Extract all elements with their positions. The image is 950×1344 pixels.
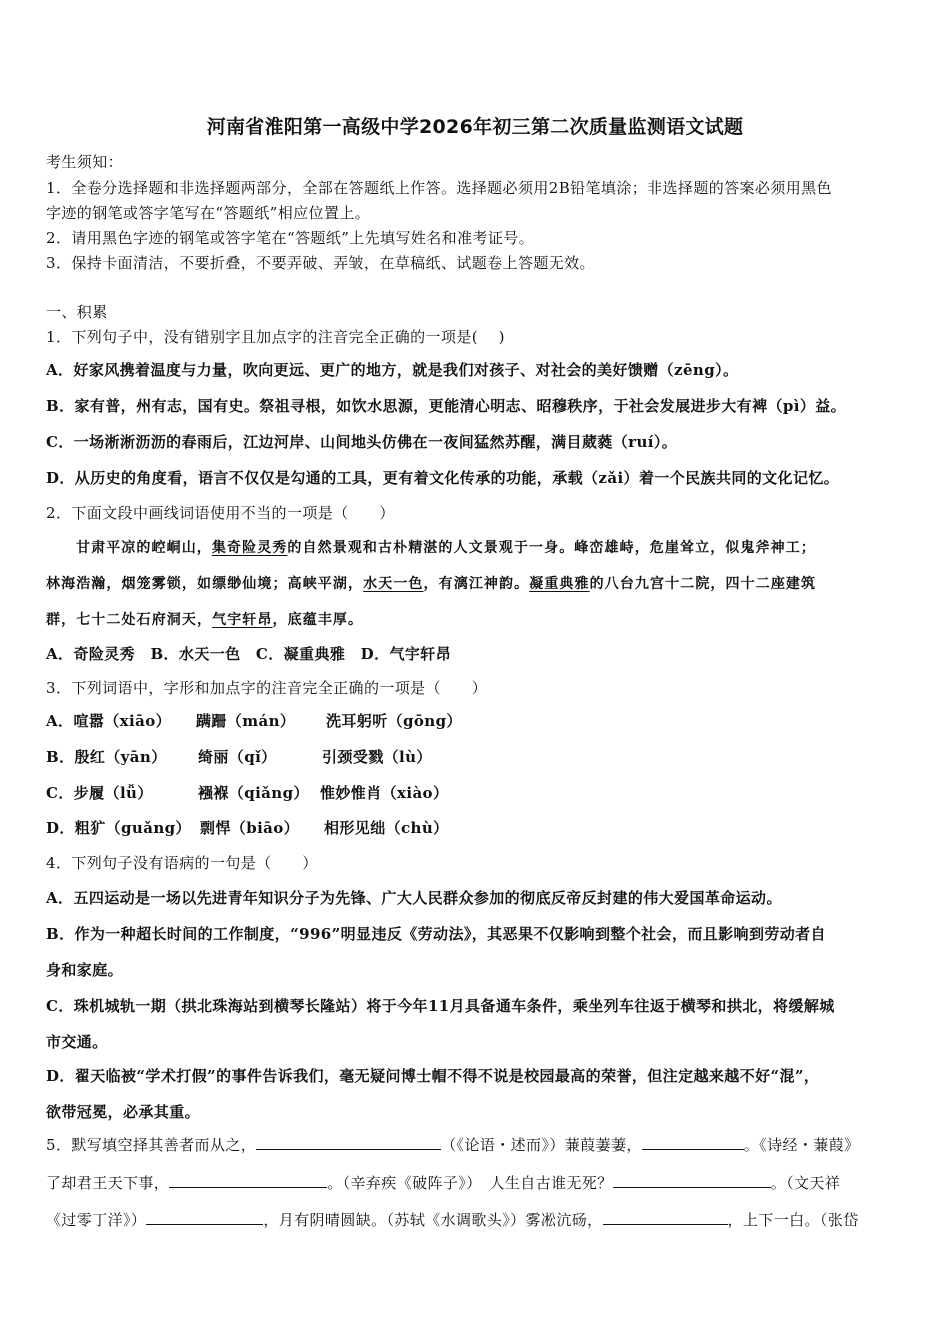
q5-text: 。（辛弃疾《破阵子》） 人生自古谁无死？ <box>327 1174 613 1192</box>
q3-a-word-1: A．喧嚣（xiāo） <box>46 712 172 730</box>
q3-c-word-3: 惟妙惟肖（xiào） <box>320 784 449 802</box>
q4-option-d-line-1: D．翟天临被“学术打假”的事件告诉我们，毫无疑问博士帽不得不说是校园最高的荣誉，但注定越来越不好“混”， <box>46 1067 820 1085</box>
q4-stem: 4．下列句子没有语病的一句是（ ） <box>46 854 318 872</box>
q5-text: 《过零丁洋》） <box>46 1211 147 1229</box>
q2-text: 甘肃平凉的崆峒山， <box>76 540 212 556</box>
q3-b-word-2: 绮丽（qǐ） <box>198 748 277 766</box>
q5-blank-1[interactable] <box>256 1135 441 1150</box>
q5-text: （《论语・述而》）蒹葭萋萋， <box>441 1136 642 1154</box>
q5-blank-6[interactable] <box>603 1210 728 1225</box>
q4-option-c-line-2: 市交通。 <box>46 1033 108 1051</box>
q4-option-d-line-2: 欲带冠冕，必承其重。 <box>46 1103 201 1121</box>
q1-stem: 1．下列句子中，没有错别字且加点字的注音完全正确的一项是( ) <box>46 328 505 346</box>
notice-item-2: 2．请用黑色字迹的钢笔或答字笔在“答题纸”上先填写姓名和准考证号。 <box>46 229 535 247</box>
q5-text: 了却君王天下事， <box>46 1174 170 1192</box>
q2-text: ，底蕴丰厚。 <box>272 612 364 628</box>
q5-text: 。《诗经・蒹葭》 <box>743 1136 860 1154</box>
q1-option-a: A．好家风携着温度与力量，吹向更远、更广的地方，就是我们对孩子、对社会的美好馈赠（zēng）。 <box>46 361 739 379</box>
q3-option-a <box>46 711 906 731</box>
q2-underlined-phrase-b: 水天一色 <box>363 576 424 592</box>
q2-stem: 2．下面文段中画线词语使用不当的一项是（ ） <box>46 504 395 522</box>
q2-text: 的八台九宫十二院，四十二座建筑 <box>589 576 817 592</box>
q1-option-d: D．从历史的角度看，语言不仅仅是勾通的工具，更有着文化传承的功能，承载（zǎi）着一个民族共同的文化记忆。 <box>46 469 840 487</box>
q5-line-2 <box>46 1173 906 1193</box>
q4-option-b-line-2: 身和家庭。 <box>46 961 124 979</box>
q2-text: 群，七十二处石府洞天， <box>46 612 213 628</box>
q3-d-word-1: D．粗犷（guǎng） <box>46 819 191 837</box>
q2-options: A．奇险灵秀 B．水天一色 C．凝重典雅 D．气宇轩昂 <box>46 645 452 663</box>
notice-item-1-line-2: 字迹的钢笔或答字笔写在“答题纸”相应位置上。 <box>46 204 371 222</box>
q5-blank-3[interactable] <box>169 1173 327 1188</box>
q3-d-word-3: 相形见绌（chù） <box>324 819 449 837</box>
q5-blank-5[interactable] <box>146 1210 263 1225</box>
q2-passage-line-1 <box>46 538 906 558</box>
notice-heading: 考生须知： <box>46 153 124 171</box>
q5-line-3 <box>46 1210 906 1230</box>
q3-a-word-3: 洗耳躬听（gōng） <box>326 712 462 730</box>
q3-option-b <box>46 747 906 767</box>
q1-option-c: C．一场淅淅沥沥的春雨后，江边河岸、山间地头仿佛在一夜间猛然苏醒，满目葳蕤（ruí）。 <box>46 433 678 451</box>
q5-text: ，月有阴晴圆缺。（苏轼《水调歌头》）雾凇沆砀， <box>263 1211 603 1229</box>
q2-text: 的自然景观和古朴精湛的人文景观于一身。峰峦雄峙，危崖耸立，似鬼斧神工； <box>287 540 816 556</box>
q5-text: 。（文天祥 <box>770 1174 841 1192</box>
section-heading: 一、积累 <box>46 303 108 321</box>
q5-line-1 <box>46 1135 906 1155</box>
q3-d-word-2: 剽悍（biāo） <box>200 819 300 837</box>
q2-text: ，有漓江神韵。 <box>423 576 530 592</box>
q3-stem: 3．下列词语中，字形和加点字的注音完全正确的一项是（ ） <box>46 679 488 697</box>
q5-blank-2[interactable] <box>642 1135 744 1150</box>
exam-title: 河南省淮阳第一高级中学2026年初三第二次质量监测语文试题 <box>206 116 744 138</box>
q3-b-word-1: B．殷红（yān） <box>46 748 167 766</box>
q3-option-d <box>46 818 906 838</box>
q3-b-word-3: 引颈受戮（lù） <box>322 748 432 766</box>
q4-option-c-line-1: C．珠机城轨一期（拱北珠海站到横琴长隆站）将于今年11月具备通车条件，乘坐列车往返于横琴和拱北，将缓解城 <box>46 997 835 1015</box>
notice-item-3: 3．保持卡面清洁，不要折叠，不要弄破、弄皱，在草稿纸、试题卷上答题无效。 <box>46 254 595 272</box>
q3-c-word-1: C．步履（lǚ） <box>46 784 153 802</box>
notice-item-1-line-1: 1．全卷分选择题和非选择题两部分，全部在答题纸上作答。选择题必须用2B铅笔填涂；非选择题的答案必须用黑色 <box>46 179 832 197</box>
q4-option-a: A．五四运动是一场以先进青年知识分子为先锋、广大人民群众参加的彻底反帝反封建的伟大爱国革命运动。 <box>46 889 782 907</box>
q2-passage-line-3 <box>46 610 906 630</box>
q2-text: 林海浩瀚，烟笼雾锁，如缥缈仙境；高峡平湖， <box>46 576 364 592</box>
q1-option-b: B．家有普，州有志，国有史。祭祖寻根，如饮水思源，更能清心明志、昭穆秩序，于社会发展进步大有裨（pì）益。 <box>46 397 847 415</box>
q3-a-word-2: 蹒跚（mán） <box>196 712 296 730</box>
q5-blank-4[interactable] <box>613 1173 771 1188</box>
q4-option-b-line-1: B．作为一种超长时间的工作制度，“996”明显违反《劳动法》，其恶果不仅影响到整个社会，而且影响到劳动者自 <box>46 925 826 943</box>
q5-text: ，上下一白。（张岱 <box>727 1211 859 1229</box>
q3-option-c <box>46 783 906 803</box>
q2-underlined-phrase-c: 凝重典雅 <box>529 576 590 592</box>
q3-c-word-2: 襁褓（qiǎng） <box>198 784 309 802</box>
q5-text: 5．默写填空择其善者而从之， <box>46 1136 257 1154</box>
q2-underlined-phrase-d: 气宇轩昂 <box>212 612 273 628</box>
q2-underlined-phrase-a: 集奇险灵秀 <box>211 540 288 556</box>
q2-passage-line-2 <box>46 574 906 594</box>
